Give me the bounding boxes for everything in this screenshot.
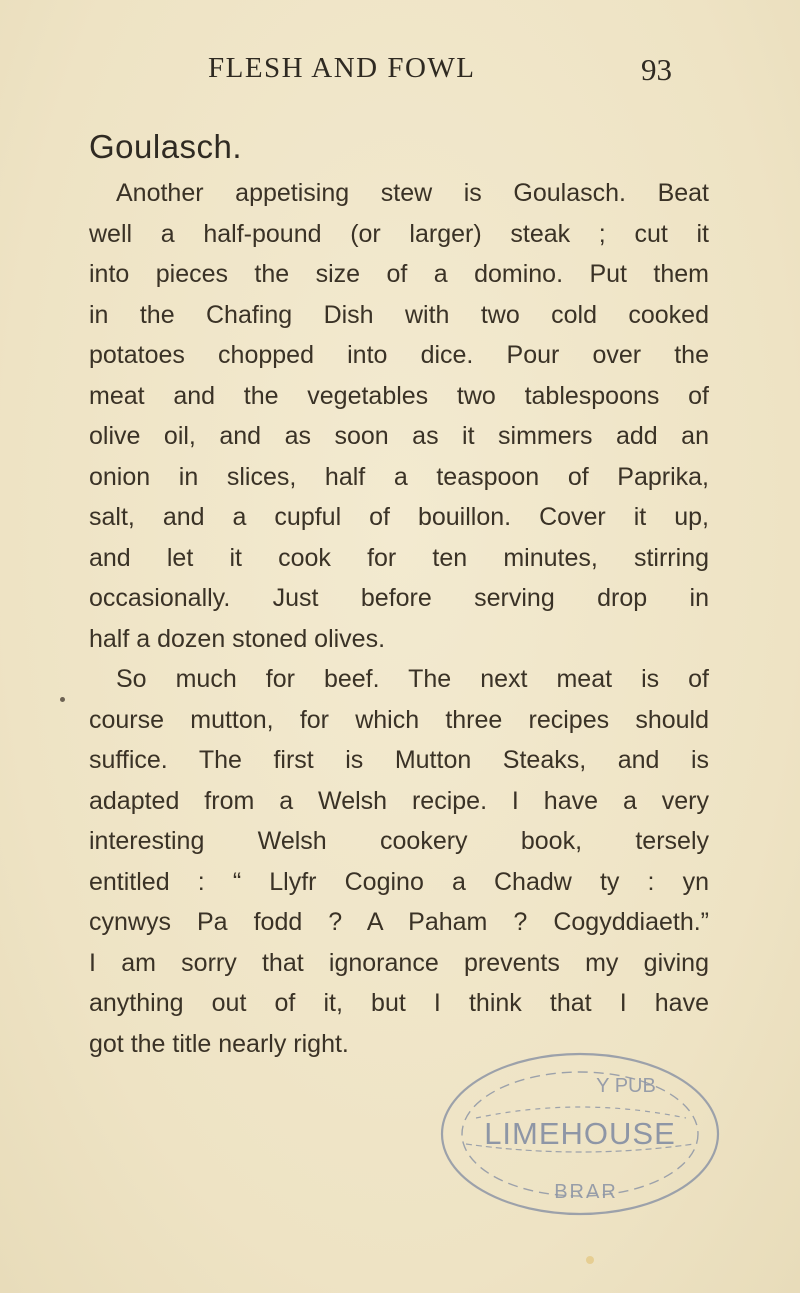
page-number: 93 — [641, 52, 672, 87]
text-line: into pieces the size of a domino. Put them — [89, 260, 709, 288]
text-line: meat and the vegetables two tablespoons of — [89, 381, 709, 410]
body-text — [89, 173, 709, 1064]
library-stamp — [436, 1048, 724, 1220]
stamp-center-text: LIMEHOUSE — [484, 1116, 676, 1151]
text-line: half a dozen stoned olives. — [89, 624, 386, 653]
text-line: anything out of it, but I think that I have — [89, 989, 709, 1017]
recipe-heading: Goulasch. — [89, 128, 243, 165]
text-line: I am sorry that ignorance prevents my giving — [89, 948, 709, 977]
text-line: well a half-pound (or larger) steak ; cut it — [89, 219, 709, 248]
text-line: suffice. The first is Mutton Steaks, and is — [89, 746, 709, 774]
text-line: onion in slices, half a teaspoon of Paprika, — [89, 462, 709, 491]
text-line: course mutton, for which three recipes should — [89, 705, 709, 734]
text-line: Another appetising stew is Goulasch. Beat — [116, 179, 709, 207]
text-line: interesting Welsh cookery book, tersely — [89, 827, 709, 855]
text-line: and let it cook for ten minutes, stirring — [89, 543, 709, 572]
paper-speck — [586, 1256, 594, 1264]
text-line: adapted from a Welsh recipe. I have a very — [89, 786, 709, 815]
text-line: cynwys Pa fodd ? A Paham ? Cogyddiaeth.” — [89, 908, 709, 936]
text-line: potatoes chopped into dice. Pour over the — [89, 341, 709, 369]
running-head — [0, 52, 800, 92]
running-title: FLESH AND FOWL — [208, 52, 476, 84]
text-line: So much for beef. The next meat is of — [116, 665, 709, 693]
text-line: got the title nearly right. — [89, 1029, 349, 1058]
stamp-top-text: Y PUB — [596, 1075, 656, 1097]
text-line: olive oil, and as soon as it simmers add an — [89, 422, 709, 450]
text-line: salt, and a cupful of bouillon. Cover it up, — [89, 503, 709, 531]
text-line: in the Chafing Dish with two cold cooked — [89, 300, 709, 329]
margin-mark — [60, 697, 65, 702]
text-line: occasionally. Just before serving drop in — [89, 584, 709, 612]
stamp-bottom-text: BRAR — [554, 1181, 618, 1203]
text-line: entitled : “ Llyfr Cogino a Chadw ty : yn — [89, 867, 709, 896]
